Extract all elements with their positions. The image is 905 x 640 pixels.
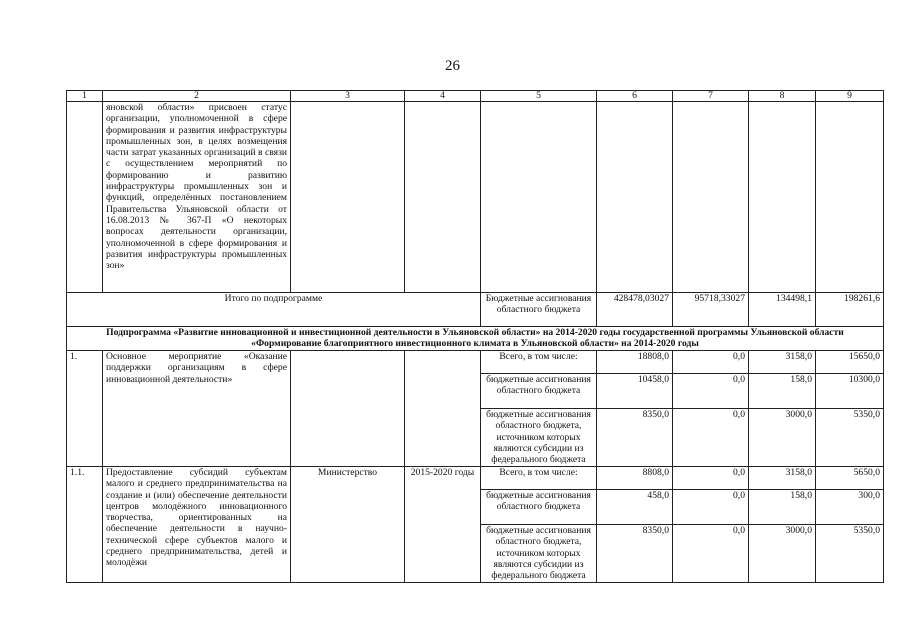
col-header: 5: [481, 91, 597, 102]
table-row: [67, 467, 884, 490]
value-cell: 3000,0: [749, 525, 816, 583]
value-cell: 10300,0: [816, 374, 884, 409]
col-header: 3: [291, 91, 405, 102]
value-cell: 3158,0: [749, 467, 816, 490]
value-cell: 158,0: [749, 490, 816, 525]
value-cell: 5350,0: [816, 525, 884, 583]
value-cell: 5350,0: [816, 409, 884, 467]
value-cell: 95718,33027: [673, 293, 749, 327]
value-cell: 300,0: [816, 490, 884, 525]
value-cell: 458,0: [597, 490, 673, 525]
value-cell: 8350,0: [597, 409, 673, 467]
funding-source: Всего, в том числе:: [481, 351, 597, 374]
activity-description: яновской области» присвоен статус организации, уполномоченной в сфере формирования и развития инфраструктуры промышленных зон, в целях возмещения части затрат указанных организаций в связи с осуществлением мероприятий по формированию и развитию инфраструктуры промышленных зон и функций, определённых постановлением Правительства Ульяновской области от 16.08.2013 № 367-П «О некоторых вопросах деятельности организации, уполномоченной в сфере формирования и развития инфраструктуры промышленных зон»: [103, 102, 291, 293]
funding-source: бюджетные ассигнования областного бюджета: [481, 374, 597, 409]
value-cell: 0,0: [673, 467, 749, 490]
col-header: 2: [103, 91, 291, 102]
value-cell: 8808,0: [597, 467, 673, 490]
continued-row: [67, 102, 884, 293]
table-row: [67, 351, 884, 374]
value-cell: 8350,0: [597, 525, 673, 583]
funding-source: Всего, в том числе:: [481, 467, 597, 490]
value-cell: 10458,0: [597, 374, 673, 409]
executor: Министерство: [291, 467, 405, 583]
subprogram-row: [67, 327, 884, 351]
value-cell: 0,0: [673, 490, 749, 525]
funding-source: бюджетные ассигнования областного бюджета: [481, 490, 597, 525]
header-row: [67, 91, 884, 102]
value-cell: 134498,1: [749, 293, 816, 327]
col-header: 1: [67, 91, 103, 102]
value-cell: 5650,0: [816, 467, 884, 490]
period: [405, 351, 481, 467]
row-number: 1.1.: [67, 467, 103, 583]
period: 2015-2020 годы: [405, 467, 481, 583]
funding-source: Бюджетные ассигнования областного бюджета: [481, 293, 597, 327]
activity-description: Предоставление субсидий субъектам малого и среднего предпринимательства на создание и (или) обеспечение деятельности центров молодёжного инновационного творчества, ориентированных на обеспечение деятельности в научно-технической сфере субъектов малого и среднего предпринимательства, детей и молодёжи: [103, 467, 291, 583]
executor: [291, 351, 405, 467]
page-number: 26: [445, 58, 460, 74]
col-header: 6: [597, 91, 673, 102]
program-table: [66, 90, 884, 583]
col-header: 4: [405, 91, 481, 102]
funding-source: бюджетные ассигнования областного бюджета, источником которых являются субсидии из федерального бюджета: [481, 525, 597, 583]
col-header: 7: [673, 91, 749, 102]
col-header: 9: [816, 91, 884, 102]
value-cell: 0,0: [673, 374, 749, 409]
col-header: 8: [749, 91, 816, 102]
value-cell: 3158,0: [749, 351, 816, 374]
value-cell: 0,0: [673, 525, 749, 583]
value-cell: 3000,0: [749, 409, 816, 467]
row-number: 1.: [67, 351, 103, 467]
total-row: [67, 293, 884, 327]
funding-source: бюджетные ассигнования областного бюджета, источником которых являются субсидии из федерального бюджета: [481, 409, 597, 467]
total-label: Итого по подпрограмме: [67, 293, 481, 327]
value-cell: 18808,0: [597, 351, 673, 374]
value-cell: 0,0: [673, 351, 749, 374]
subprogram-title: Подпрограмма «Развитие инновационной и инвестиционной деятельности в Ульяновской области» на 2014-2020 годы государственной программы Ульяновской области «Формирование благоприятного инвестиционного климата в Ульяновской области» на 2014-2020 годы: [67, 327, 884, 351]
value-cell: 198261,6: [816, 293, 884, 327]
value-cell: 15650,0: [816, 351, 884, 374]
value-cell: 0,0: [673, 409, 749, 467]
activity-description: Основное мероприятие «Оказание поддержки организациям в сфере инновационной деятельности»: [103, 351, 291, 467]
value-cell: 158,0: [749, 374, 816, 409]
value-cell: 428478,03027: [597, 293, 673, 327]
